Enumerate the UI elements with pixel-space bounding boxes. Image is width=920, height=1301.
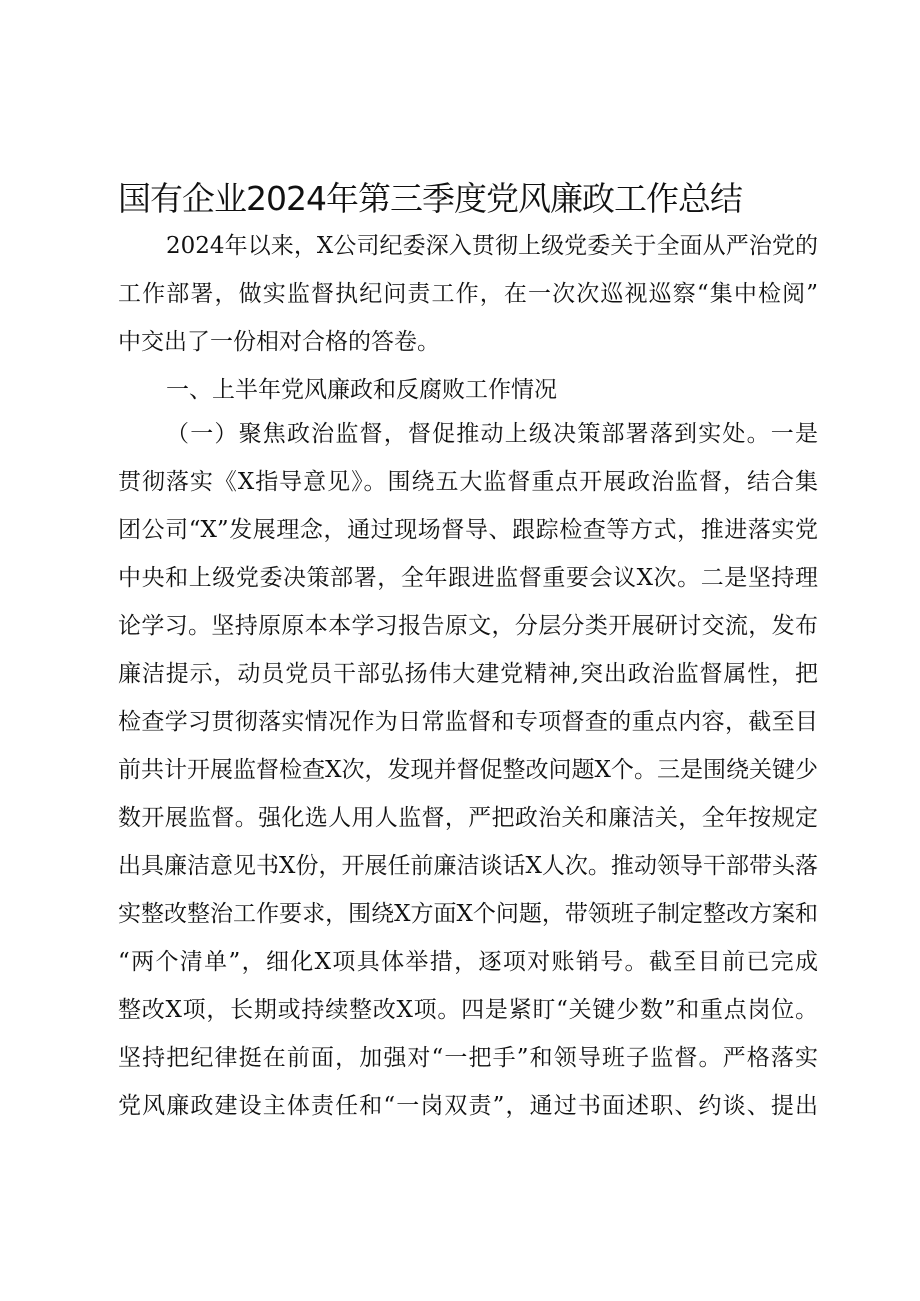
document-title: 国有企业2024年第三季度党风廉政工作总结 bbox=[118, 179, 742, 218]
paragraph-line: 团公司“X”发展理念，通过现场督导、跟踪检查等方式，推进落实党 bbox=[118, 517, 818, 543]
paragraph-line: 检查学习贯彻落实情况作为日常监督和专项督查的重点内容，截至目 bbox=[118, 709, 818, 735]
paragraph-line: 出具廉洁意见书X份，开展任前廉洁谈话X人次。推动领导干部带头落 bbox=[118, 853, 818, 879]
paragraph-line: （一）聚焦政治监督，督促推动上级决策部署落到实处。一是 bbox=[166, 421, 818, 447]
paragraph-line: 中央和上级党委决策部署，全年跟进监督重要会议X次。二是坚持理 bbox=[118, 565, 818, 591]
paragraph-line: 整改X项，长期或持续整改X项。四是紧盯“关键少数”和重点岗位。 bbox=[118, 997, 818, 1023]
intro-line: 2024年以来，X公司纪委深入贯彻上级党委关于全面从严治党的 bbox=[166, 233, 818, 259]
paragraph-line: 廉洁提示，动员党员干部弘扬伟大建党精神,突出政治监督属性，把 bbox=[118, 661, 818, 687]
paragraph-line: “两个清单”，细化X项具体举措，逐项对账销号。截至目前已完成 bbox=[118, 949, 818, 975]
paragraph-line: 党风廉政建设主体责任和“一岗双责”，通过书面述职、约谈、提出 bbox=[118, 1093, 818, 1119]
paragraph-line: 实整改整治工作要求，围绕X方面X个问题，带领班子制定整改方案和 bbox=[118, 901, 818, 927]
intro-line: 中交出了一份相对合格的答卷。 bbox=[118, 329, 440, 355]
paragraph-line: 数开展监督。强化选人用人监督，严把政治关和廉洁关，全年按规定 bbox=[118, 805, 818, 831]
section-heading: 一、上半年党风廉政和反腐败工作情况 bbox=[166, 377, 557, 403]
paragraph-line: 前共计开展监督检查X次，发现并督促整改问题X个。三是围绕关键少 bbox=[118, 757, 818, 783]
intro-line: 工作部署，做实监督执纪问责工作，在一次次巡视巡察“集中检阅” bbox=[118, 281, 818, 307]
paragraph-line: 坚持把纪律挺在前面，加强对“一把手”和领导班子监督。严格落实 bbox=[118, 1045, 818, 1071]
paragraph-line: 贯彻落实《X指导意见》。围绕五大监督重点开展政治监督，结合集 bbox=[118, 469, 818, 495]
paragraph-line: 论学习。坚持原原本本学习报告原文，分层分类开展研讨交流，发布 bbox=[118, 613, 818, 639]
